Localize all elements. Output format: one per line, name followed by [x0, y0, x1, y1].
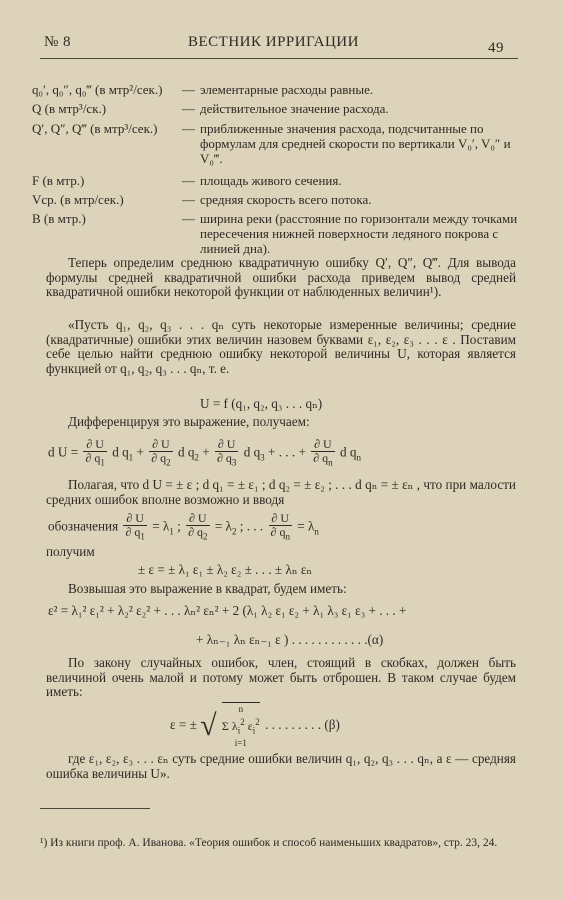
header-rule: [40, 58, 518, 59]
page-number: 49: [488, 40, 504, 56]
equation-differential: d U = $\frac{\partial U}{\partial q_1}$ d $q_1$ + $\frac{\partial U}{\partial q_2}$ d $q_2$ + $\frac{\partial U}{\partial q_3}$ d $q_3$ + . . . + $\frac{\partial U}{\partial q_n}$ d $q_n$: [48, 437, 361, 468]
partial-fraction-q1: $\frac{\partial U}{\partial q_1}$: [85, 437, 105, 468]
paragraph-intro: Теперь определим среднюю квадратичную ошибку Q′, Q″, Q‴. Для вывода формулы средней квадратичной ошибки расхода приведем вывод средней квадратичной ошибки некоторой функции от наблюденных величин¹).: [46, 255, 516, 300]
def-symbol-Q: Q (в мтр³/ск.): [32, 101, 107, 116]
paragraph-where: где ε₁, ε₂, ε₃ . . . εₙ суть средние ошибки величин q₁, q₂, q₃ . . . qₙ, а ε — средняя ошибка величины U».: [46, 751, 516, 781]
issue-number: № 8: [44, 34, 72, 50]
def-symbol-Qprime: Q′, Q″, Q‴ (в мтр³/сек.): [32, 121, 158, 136]
journal-title: ВЕСТНИК ИРРИГАЦИИ: [188, 34, 359, 50]
paragraph-random-errors: По закону случайных ошибок, член, стоящий в скобках, должен быть величиной очень малой и потому может быть отброшен. В таком случае будем иметь:: [46, 655, 516, 700]
paragraph-assuming: Полагая, что d U = ± ε ; d q₁ = ± ε₁ ; d q₂ = ± ε₂ ; . . . d qₙ = ± εₙ , что при малости средних ошибок вполне возможно и вводя: [46, 477, 516, 507]
notation-label: обозначения: [48, 518, 119, 534]
def-text-Qprime: приближенные значения расхода, подсчитанные по формулам для средней скорости по вертикали V₀′, V₀″ и V₀‴.: [200, 121, 511, 166]
equation-function: U = f (q₁, q₂, q₃ . . . qₙ): [200, 396, 323, 411]
differential-lhs: d U =: [48, 444, 79, 460]
def-text-B: ширина реки (расстояние по горизонтали между точками пересечения нижней поверхности ледяного покрова с линией дна).: [200, 211, 518, 256]
partial-fraction-q2: $\frac{\partial U}{\partial q_2}$: [151, 437, 171, 468]
def-dash: —: [182, 101, 195, 116]
def-text-q0: элементарные расходы равные.: [200, 82, 374, 97]
paragraph-differentiating: Дифференцируя это выражение, получаем:: [68, 414, 310, 429]
lambdan-fraction: $\frac{\partial U}{\partial q_n}$: [270, 511, 290, 542]
sqrt-sign: √: [200, 709, 217, 743]
equation-square-line1: ε² = λ₁² ε₁² + λ₂² ε₂² + . . . λₙ² εₙ² + 2 (λ₁ λ₂ ε₁ ε₂ + λ₁ λ₃ ε₁ ε₃ + . . . +: [48, 603, 407, 618]
paragraph-quote-start: «Пусть q₁, q₂, q₃ . . . qₙ суть некоторые измеренные величины; средние (квадратичные) ошибки этих величин назовем буквами ε₁, ε₂, ε₃ . . . ε . Поставим себе целью найти среднюю ошибку некоторой величины U, которая является функцией от q₁, q₂, q₃ . . . qₙ, т. е.: [46, 317, 516, 376]
result-label: . . . . . . . . . (β): [265, 717, 340, 733]
partial-fraction-qn: $\frac{\partial U}{\partial q_n}$: [313, 437, 333, 468]
footnote-rule: [40, 808, 150, 809]
paragraph-squaring: Возвышая это выражение в квадрат, будем иметь:: [68, 581, 347, 596]
equation-result: [170, 702, 340, 750]
footnote: ¹) Из книги проф. А. Иванова. «Теория ошибок и способ наименьших квадратов», стр. 23, 24.: [40, 837, 498, 849]
equation-square-line2: + λₙ₋₁ λₙ εₙ₋₁ ε ) . . . . . . . . . . . .(α): [196, 632, 384, 647]
def-dash: —: [182, 192, 195, 207]
def-symbol-Vsr: Vср. (в мтр/сек.): [32, 192, 124, 207]
def-symbol-F: F (в мтр.): [32, 173, 85, 188]
def-dash: —: [182, 211, 195, 226]
lambda1-fraction: $\frac{\partial U}{\partial q_1}$: [125, 511, 145, 542]
equation-error-sum: ± ε = ± λ₁ ε₁ ± λ₂ ε₂ ± . . . ± λₙ εₙ: [138, 562, 313, 577]
def-symbol-B: B (в мтр.): [32, 211, 86, 226]
def-dash: —: [182, 121, 195, 136]
def-text-Vsr: средняя скорость всего потока.: [200, 192, 372, 207]
def-text-Q: действительное значение расхода.: [200, 101, 389, 116]
paragraph-we-get: получим: [46, 544, 95, 559]
equation-notation: обозначения $\frac{\partial U}{\partial q_1}$ = $\lambda_1$ ; $\frac{\partial U}{\partial q_2}$ = $\lambda_2$ ; . . . $\frac{\partial U}{\partial q_n}$ = $\lambda_n$: [48, 511, 319, 542]
def-dash: —: [182, 82, 195, 97]
def-dash: —: [182, 173, 195, 188]
result-lhs: ε = ±: [170, 717, 197, 733]
def-symbol-q0: q₀′, q₀″, q₀‴ (в мтр²/сек.): [32, 82, 163, 97]
def-text-F: площадь живого сечения.: [200, 173, 342, 188]
sum-notation: n Σ $\lambda_i^2$ $\varepsilon_i^2$ i=1: [221, 704, 260, 749]
partial-fraction-q3: $\frac{\partial U}{\partial q_3}$: [216, 437, 237, 468]
lambda2-fraction: $\frac{\partial U}{\partial q_2}$: [188, 511, 208, 542]
